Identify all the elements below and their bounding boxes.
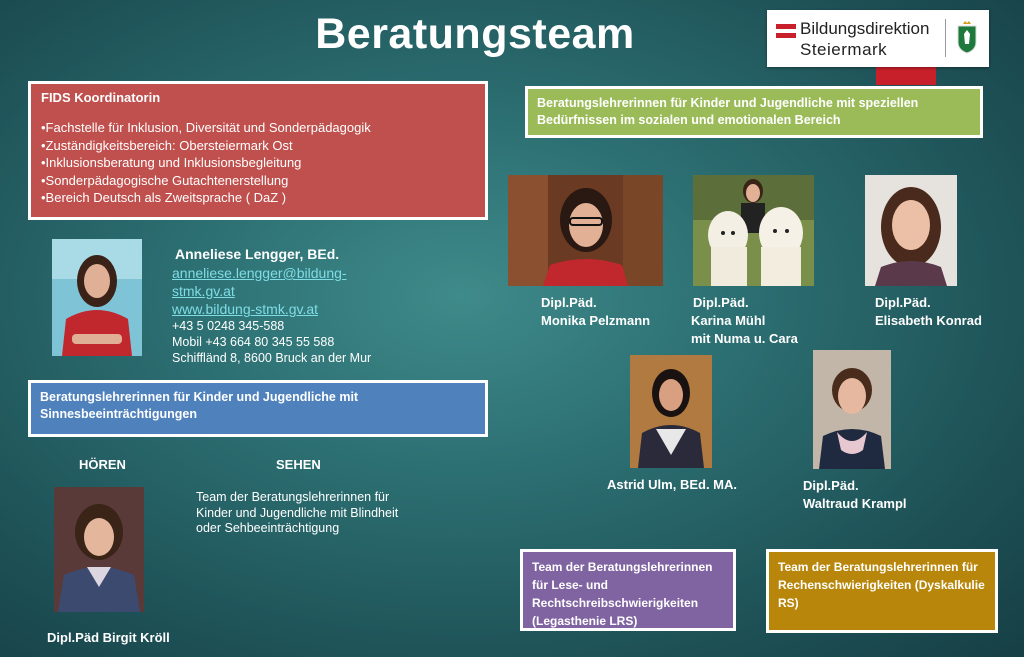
astrid-ulm-caption: Astrid Ulm, BEd. MA.	[607, 477, 738, 492]
fids-coordinator-box	[28, 81, 488, 220]
social-emotional-box: Beratungslehrerinnen für Kinder und Jugendliche mit speziellen Bedürfnissen im sozialen und emotionalen Bereich	[525, 86, 983, 138]
birgit-kroell-photo	[54, 487, 144, 612]
sehen-description: Team der Beratungslehrerinnen für Kinder und Jugendliche mit Blindheit oder Sehbeeinträchtigung	[196, 490, 399, 535]
email-link-cont[interactable]: stmk.gv.at	[172, 283, 235, 299]
birgit-kroell-caption: Dipl.Päd Birgit Kröll	[47, 630, 170, 645]
waltraud-krampl-caption: Dipl.Päd. Waltraud Krampl	[803, 478, 907, 511]
fids-item: •Inklusionsberatung und Inklusionsbegleitung	[41, 155, 302, 170]
email-link[interactable]: anneliese.lengger@bildung-	[172, 265, 347, 281]
coordinator-name: Anneliese Lengger, BEd.	[175, 246, 340, 262]
page-title: Beratungsteam	[315, 10, 635, 58]
monika-pelzmann-caption: Dipl.Päd. Monika Pelzmann	[541, 295, 651, 328]
sehen-label: SEHEN	[276, 457, 321, 472]
fids-item: •Sonderpädagogische Gutachtenerstellung	[41, 172, 289, 188]
coordinator-contact	[172, 246, 412, 366]
hoeren-label: HÖREN	[79, 457, 126, 472]
fids-heading: FIDS Koordinatorin	[41, 90, 161, 105]
mobile: Mobil +43 664 80 345 55 588	[172, 335, 335, 349]
fids-item: •Fachstelle für Inklusion, Diversität und Sonderpädagogik	[41, 120, 371, 135]
website-link[interactable]: www.bildung-stmk.gv.at	[172, 301, 319, 317]
logo-line2: Steiermark	[800, 40, 888, 59]
elisabeth-konrad-caption: Dipl.Päd. Elisabeth Konrad	[875, 295, 982, 328]
rs-team-box: Team der Beratungslehrerinnen für Rechenschwierigkeiten (Dyskalkulie RS)	[766, 549, 998, 633]
astrid-ulm-photo	[630, 355, 712, 468]
fids-item: •Zuständigkeitsbereich: Obersteiermark Ost	[41, 137, 293, 153]
elisabeth-konrad-photo	[865, 175, 957, 286]
karina-muehl-caption: Dipl.Päd. Karina Mühl mit Numa u. Cara	[691, 295, 798, 346]
phone: +43 5 0248 345-588	[172, 319, 285, 333]
waltraud-krampl-photo	[813, 350, 891, 469]
monika-pelzmann-photo	[508, 175, 663, 286]
coordinator-photo	[52, 239, 142, 356]
fids-item: •Bereich Deutsch als Zweitsprache ( DaZ )	[41, 190, 287, 205]
karina-muehl-photo	[693, 175, 814, 286]
austria-flag-icon	[776, 24, 796, 38]
bildungsdirektion-logo	[767, 10, 989, 67]
logo-line1: Bildungsdirektion	[800, 19, 930, 38]
lrs-team-box: Team der Beratungslehrerinnen für Lese- und Rechtschreibschwierigkeiten (Legasthenie LRS)	[520, 549, 736, 631]
sensory-box: Beratungslehrerinnen für Kinder und Jugendliche mit Sinnesbeeinträchtigungen	[28, 380, 488, 437]
styria-crest-icon	[955, 20, 979, 54]
logo-divider	[945, 19, 946, 57]
address: Schiffländ 8, 8600 Bruck an der Mur	[172, 351, 372, 365]
